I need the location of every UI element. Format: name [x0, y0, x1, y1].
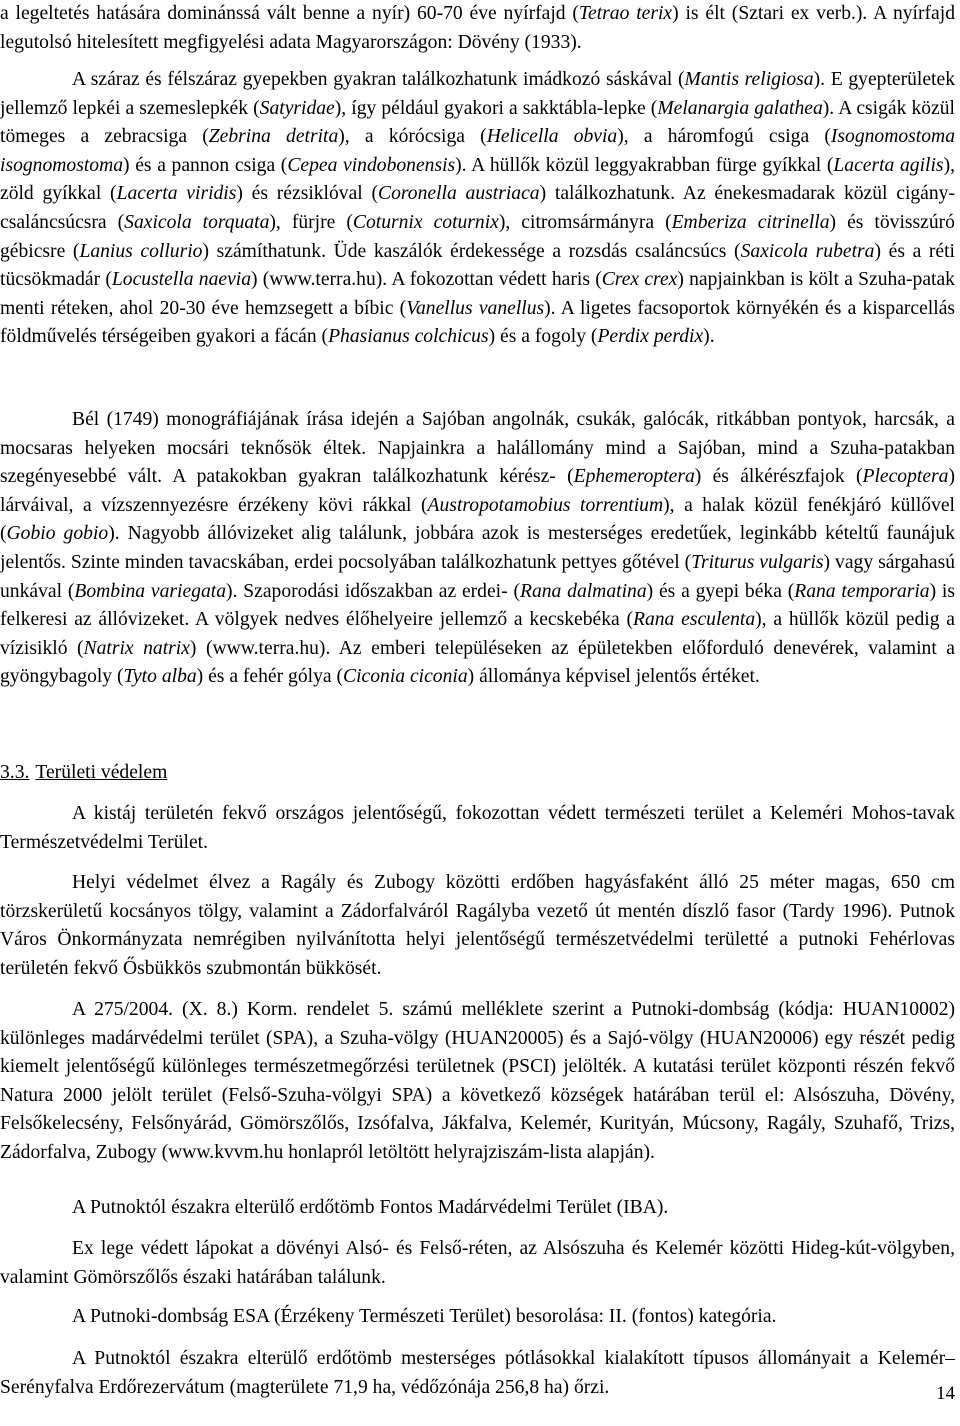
paragraph-kelemer-reserve: [0, 800, 955, 857]
text-run: ) és a fehér gólya (: [196, 666, 344, 688]
text-run: ). A csigák közül tömeges a zebracsiga (: [0, 97, 955, 148]
text-run: ), a háromfogú csiga (: [617, 126, 831, 148]
text-run: ). A ligetes facsoportok környékén és a kisparcellás földművelés térségeiben gyakori a fácán (: [0, 297, 956, 348]
species-name: Gobio gobio: [6, 523, 109, 545]
paragraph-grassland-fauna: [0, 66, 955, 352]
text-run: a legeltetés hatására dominánssá vált benne a nyír) 60-70 éve nyírfajd (: [0, 3, 579, 24]
text-run: A száraz és félszáraz gyepekben gyakran találkozhatunk imádkozó sáskával (: [72, 69, 685, 90]
species-name: Saxicola torquata: [124, 211, 270, 233]
text-run: Helyi védelmet élvez a Ragály és Zubogy közötti erdőben hagyásfaként álló 25 méter magas, 650 cm törzskerületű kocsányos tölgy, valamint a Zádorfalváról Ragályba vezető út mentén díszlő fasor (Tardy 1996). Putnok Város Önkormányzata nemrégiben nyilvánította helyi jelentőségű természetvédelmi területté a putnoki Fehérlovas területén fekvő Ősbükkös szubmontán bükkösét.: [0, 872, 955, 979]
species-name: Isognomostoma isognomostoma: [0, 126, 955, 176]
text-run: ) és tövisszúró gébicsre (: [0, 211, 955, 262]
text-run: ). Nagyobb állóvizeket alig találunk, jobbára azok is mesterséges eredetűek, leginkább kételtű faunájuk jelentős. Szinte minden tavacskában, erdei pocsolyában találkozhatunk pettyes gőtével (: [0, 523, 955, 573]
species-name: Helicella obvia: [486, 126, 618, 148]
text-run: ), zöld gyíkkal (: [0, 154, 955, 205]
text-run: ).: [703, 326, 715, 348]
text-run: Bél (1749) monográfiájának írása idején a Sajóban angolnák, csukák, galócák, ritkábban pontyok, harcsák, a mocsaras helyeken mocsári teknősök éltek. Napjainkra a halállomány mind a Sajóban, mind a Szuha-patakban szegényesebbé vált. A patakokban gyakran találkozhatunk kérész- (: [0, 409, 955, 488]
text-run: ), fürjre (: [269, 211, 353, 233]
text-run: ) találkozhatunk. Az énekesmadarak közül cigány-csaláncsúcsra (: [0, 183, 955, 233]
species-name: Zebrina detrita: [208, 126, 339, 148]
species-name: Coturnix coturnix: [352, 211, 499, 233]
species-name: Natrix natrix: [83, 637, 190, 659]
species-name: Mantis religiosa: [684, 69, 814, 90]
text-run: ) és a fogoly (: [488, 326, 598, 348]
species-name: Tetrao terix: [578, 3, 673, 24]
text-run: ). E gyepterületek jellemző lepkéi a szemeslepkék (: [0, 69, 955, 119]
paragraph-forest-reserve: [0, 1345, 955, 1402]
text-run: ) (www.terra.hu). Az emberi településeken az épületekben előforduló denevérek, valamint a gyöngybagoly (: [0, 637, 956, 688]
text-run: A Putnoktól északra elterülő erdőtömb Fontos Madárvédelmi Terület (IBA).: [72, 1197, 669, 1218]
species-name: Lacerta agilis: [833, 154, 944, 176]
species-name: Lacerta viridis: [116, 183, 237, 205]
paragraph-aquatic-fauna: [0, 406, 955, 692]
text-run: ) (www.terra.hu). A fokozottan védett haris (: [251, 269, 602, 291]
text-run: A Putnoki-dombság ESA (Érzékeny Természeti Terület) besorolása: II. (fontos) kategória.: [72, 1306, 777, 1327]
species-name: Coronella austriaca: [378, 183, 540, 205]
species-name: Plecoptera: [862, 466, 949, 488]
species-name: Locustella naevia: [111, 269, 252, 291]
text-run: ) és rézsiklóval (: [236, 183, 379, 205]
text-run: ) lárváival, a vízszennyezésre érzékeny kövi rákkal (: [0, 466, 955, 516]
species-name: Cepea vindobonensis: [287, 154, 456, 176]
species-name: Tyto alba: [123, 666, 197, 688]
species-name: Rana temporaria: [794, 580, 930, 602]
text-run: ) és a gyepi béka (: [646, 580, 795, 602]
text-run: ) vagy sárgahasú unkával (: [0, 551, 955, 602]
paragraph-black-grouse: [0, 0, 955, 57]
species-name: Emberiza citrinella: [671, 211, 830, 233]
paragraph-ex-lege-bogs: [0, 1235, 955, 1292]
species-name: Lanius collurio: [79, 240, 203, 262]
species-name: Satyridae: [259, 97, 335, 119]
species-name: Phasianus colchicus: [328, 326, 489, 348]
section-heading: [0, 759, 173, 787]
text-run: ) állománya képvisel jelentős értéket.: [467, 666, 760, 688]
text-run: ), a kórócsiga (: [338, 126, 487, 148]
species-name: Saxicola rubetra: [740, 240, 875, 262]
species-name: Triturus vulgaris: [691, 551, 824, 573]
paragraph-esa: [0, 1303, 955, 1332]
text-run: ), így például gyakori a sakktábla-lepke (: [334, 97, 658, 119]
text-run: A Putnoktól északra elterülő erdőtömb mesterséges pótlásokkal kialakított típusos állományait a Kelemér–Serényfalva Erdőrezervátum (magterülete 71,9 ha, védőzónája 256,8 ha) őrzi.: [0, 1348, 955, 1398]
section-title: Területi védelem: [35, 762, 168, 783]
paragraph-natura-2000: [0, 996, 955, 1168]
text-run: ). Szaporodási időszakban az erdei- (: [226, 580, 520, 602]
species-name: Crex crex: [601, 269, 678, 291]
text-run: A 275/2004. (X. 8.) Korm. rendelet 5. számú melléklete szerint a Putnoki-dombság (kódja: HUAN10002) különleges madárvédelmi terület (SPA), a Szuha-völgy (HUAN20005) és a Sajó-völgy (HUAN20006) egy részét pedig kiemelt jelentőségű különleges természetmegőrzési területnek (PSCI) jelölték. A kutatási terület központi részén fekvő Natura 2000 jelölt terület (Felső-Szuha-völgyi SPA) a következő községek határában terül el: Alsószuha, Dövény, Felsőkelecsény, Felsőnyárád, Gömörszőlős, Izsófalva, Jákfalva, Kelemér, Kurityán, Múcsony, Ragály, Szuhafő, Trizs, Zádorfalva, Zubogy (www.kvvm.hu honlapról letöltött helyrajziszám-lista alapján).: [0, 999, 955, 1163]
species-name: Rana esculenta: [633, 609, 756, 631]
species-name: Melanargia galathea: [657, 97, 823, 119]
page-number: 14: [936, 1383, 955, 1404]
species-name: Ciconia ciconia: [343, 666, 468, 688]
paragraph-iba: [0, 1194, 955, 1223]
text-run: ) és a réti tücsökmadár (: [0, 240, 955, 291]
text-run: ) és álkérészfajok (: [694, 466, 863, 488]
text-run: ), a halak közül fenékjáró küllővel (: [0, 494, 956, 545]
text-run: ). A hüllők közül leggyakrabban fürge gyíkkal (: [455, 154, 834, 176]
text-run: A kistáj területén fekvő országos jelentőségű, fokozottan védett természeti terület a Keleméri Mohos-tavak Természetvédelmi Terület.: [0, 803, 955, 853]
text-run: ) napjainkban is költ a Szuha-patak menti réteken, ahol 20-30 éve hemzsegett a bíbic (: [0, 269, 955, 319]
text-run: ), citromsármányra (: [498, 211, 672, 233]
species-name: Ephemeroptera: [573, 466, 695, 488]
text-run: ) és a pannon csiga (: [123, 154, 288, 176]
text-run: ) is felkeresi az állóvizeket. A völgyek nedves élőhelyeire jellemző a kecskebéka (: [0, 580, 955, 631]
text-run: ), a hüllők közül pedig a vízisikló (: [0, 609, 955, 659]
species-name: Vanellus vanellus: [406, 297, 545, 319]
text-run: ) is élt (Sztari ex verb.). A nyírfajd legutolsó hitelesített megfigyelési adata Magyarországon: Dövény (1933).: [0, 3, 955, 53]
species-name: Austropotamobius torrentium: [427, 494, 664, 516]
species-name: Rana dalmatina: [519, 580, 647, 602]
text-run: Ex lege védett lápokat a dövényi Alsó- és Felső-réten, az Alsószuha és Kelemér közötti Hideg-kút-völgyben, valamint Gömörszőlős északi határában találunk.: [0, 1238, 955, 1288]
section-number: 3.3.: [0, 762, 30, 783]
species-name: Perdix perdix: [597, 326, 704, 348]
text-run: ) számíthatunk. Üde kaszálók érdekessége a rozsdás csaláncsúcs (: [202, 240, 741, 262]
species-name: Bombina variegata: [74, 580, 227, 602]
paragraph-local-protection: [0, 869, 955, 983]
